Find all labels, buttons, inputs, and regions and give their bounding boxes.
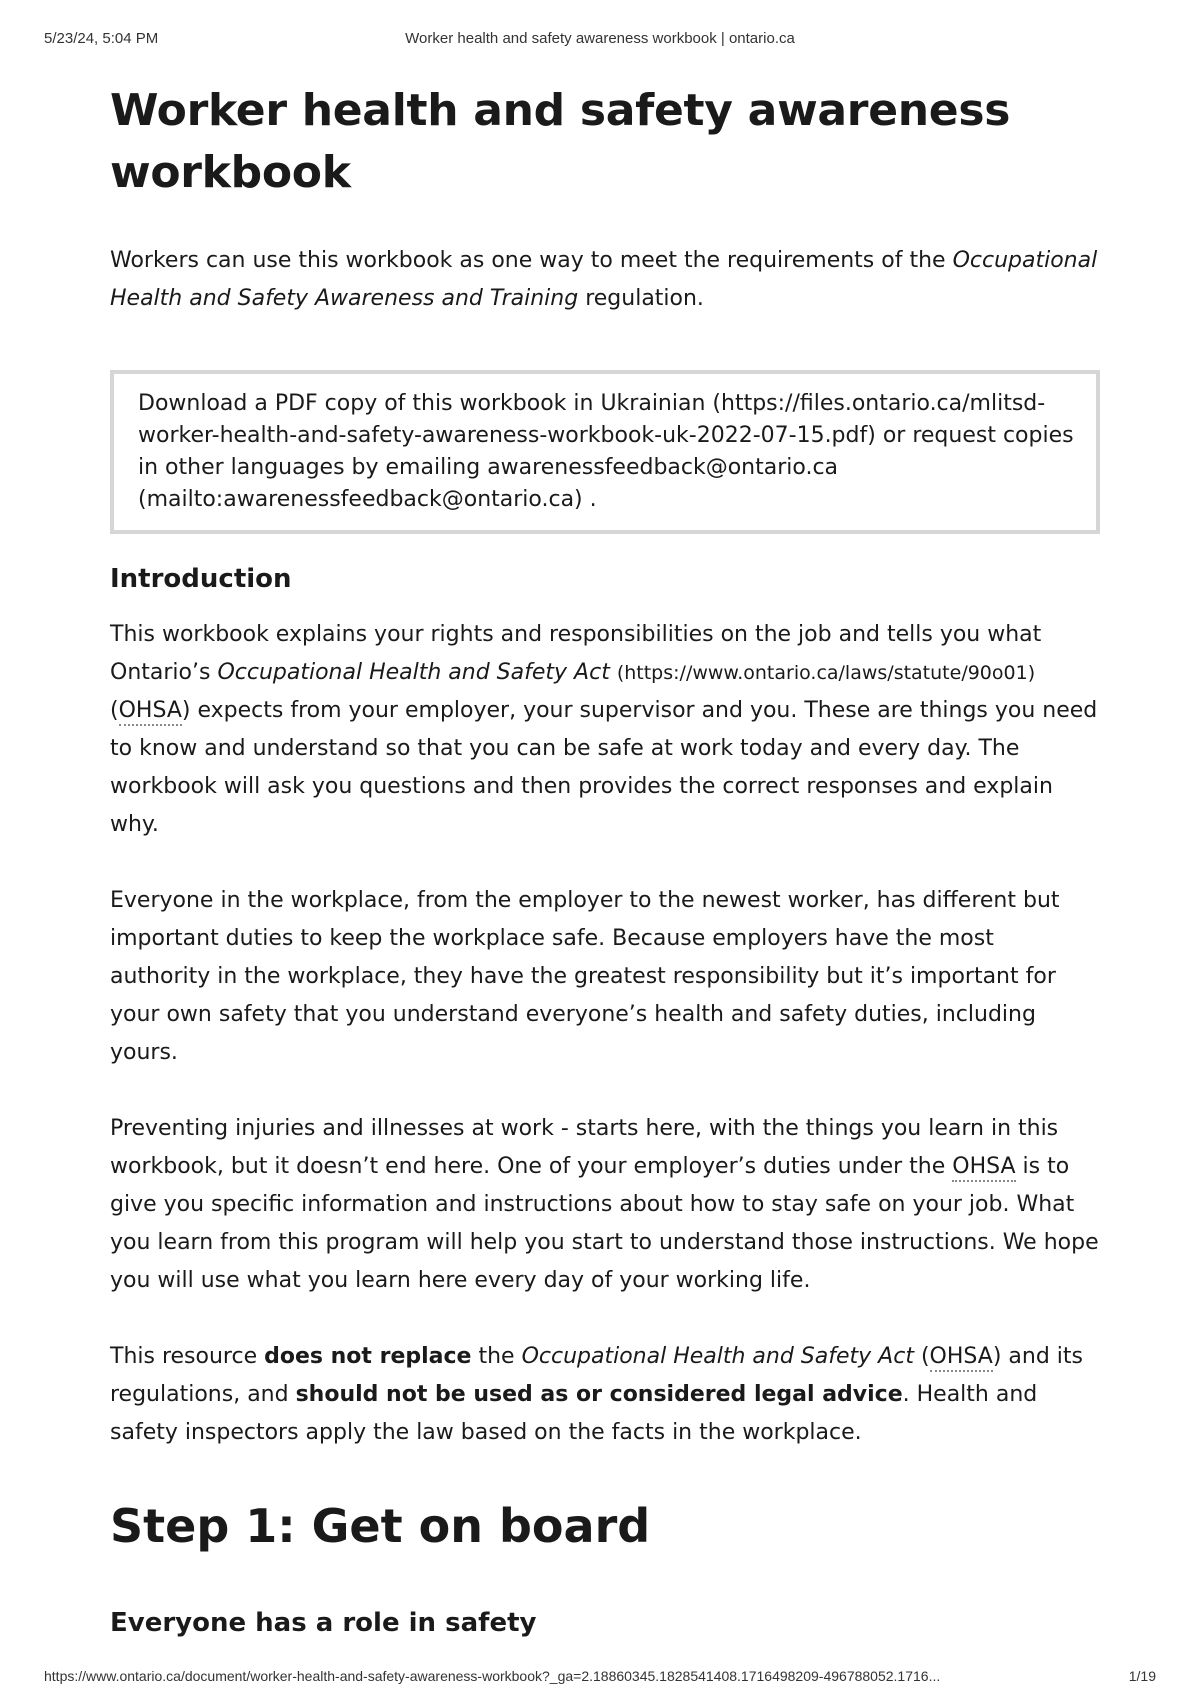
ohsa-abbr[interactable]: OHSA — [119, 698, 182, 726]
does-not-replace-text: does not replace — [264, 1344, 472, 1369]
intro-p1-text-b: expects from your employer, your supervisor and you. These are things you need to know and understand so that you can be safe at work today and every day. The workbook will ask you questions and then provides the correct responses and explain why. — [110, 698, 1098, 837]
lead-text-2: regulation. — [578, 286, 704, 311]
intro-paragraph-3 — [110, 1110, 1100, 1300]
lead-paragraph — [110, 242, 1100, 318]
ohsa-act-link[interactable]: Occupational Health and Safety Act — [217, 660, 610, 685]
download-url: (https://files.ontario.ca/mlitsd-worker-health-and-safety-awareness-workbook-uk-2022-07-15.pdf) — [138, 391, 1046, 448]
ohsa-act-name: Occupational Health and Safety Act — [521, 1344, 914, 1369]
download-callout — [110, 370, 1100, 534]
intro-paragraph-4: This resource does not replace the Occupational Health and Safety Act (OHSA) and its regulations, and should not be used as or considered legal advice. Health and safety inspectors apply the law based on the facts in the workplace. — [110, 1344, 1083, 1445]
intro-p4-text-b: the — [471, 1344, 522, 1369]
intro-p3-text-b: is to give you specific information and instructions about how to stay safe on your job. What you learn from this program will help you start to understand those instructions. We hope you will use what you learn here every day of your working life. — [110, 1154, 1099, 1293]
main-content — [110, 80, 1100, 1640]
ohsa-abbr[interactable]: OHSA — [952, 1154, 1015, 1182]
print-datetime: 5/23/24, 5:04 PM — [44, 30, 159, 47]
ohsa-act-url: (https://www.ontario.ca/laws/statute/90o01) — [616, 662, 1036, 684]
step-1-heading: Step 1: Get on board — [110, 1499, 651, 1553]
print-page-title: Worker health and safety awareness workbook | ontario.ca — [405, 30, 795, 47]
roles-subheading: Everyone has a role in safety — [110, 1608, 537, 1638]
introduction-heading: Introduction — [110, 564, 292, 594]
intro-paragraph-1: This workbook explains your rights and responsibilities on the job and tells you what Ontario’s Occupational Health and Safety Act (https://www.ontario.ca/laws/statute/90o01) (OHSA) expects from your employer, your supervisor and you. These are things you need to know and understand so that you can be safe at work today and every day. The workbook will ask you questions and then provides the correct responses and explain why. — [110, 622, 1098, 837]
print-header — [0, 30, 1200, 50]
callout-text — [138, 388, 1074, 516]
intro-paragraph-2: Everyone in the workplace, from the employer to the newest worker, has different but important duties to keep the workplace safe. Because employers have the most authority in the workplace, they have the greatest responsibility but it’s important for your own safety that you understand everyone’s health and safety duties, including yours. — [110, 888, 1060, 1065]
lead-text-1: Workers can use this workbook as one way to meet the requirements of the — [110, 248, 953, 273]
email-link[interactable]: awarenessfeedback@ontario.ca — [487, 455, 839, 480]
intro-p4-text-c: and its regulations, and — [110, 1344, 1083, 1407]
legal-advice-text: should not be used as or considered legal advice — [295, 1382, 903, 1407]
intro-p1-text-a: This workbook explains your rights and responsibilities on the job and tells you what Ontario’s — [110, 622, 1042, 685]
print-page-number: 1/19 — [1128, 1668, 1156, 1684]
intro-p4-text-a: This resource — [110, 1344, 265, 1369]
intro-p3-text-a: Preventing injuries and illnesses at work - starts here, with the things you learn in this workbook, but it doesn’t end here. One of your employer’s duties under the — [110, 1116, 1059, 1179]
page-title: Worker health and safety awareness workbook — [110, 85, 1011, 198]
download-link[interactable]: Download a PDF copy of this workbook in Ukrainian — [138, 391, 706, 416]
mailto-url: (mailto:awarenessfeedback@ontario.ca) . — [138, 487, 597, 512]
intro-p4-text-d: . Health and safety inspectors apply the law based on the facts in the workplace. — [110, 1382, 1038, 1445]
callout-request-text: or request copies in other languages by emailing — [138, 423, 1074, 480]
regulation-name: Occupational Health and Safety Awareness and Training — [110, 248, 1098, 311]
print-url: https://www.ontario.ca/document/worker-health-and-safety-awareness-workbook?_ga=2.18860345.1828541408.1716498209-496788052.1716... — [44, 1668, 941, 1684]
ohsa-abbr[interactable]: OHSA — [930, 1344, 993, 1372]
